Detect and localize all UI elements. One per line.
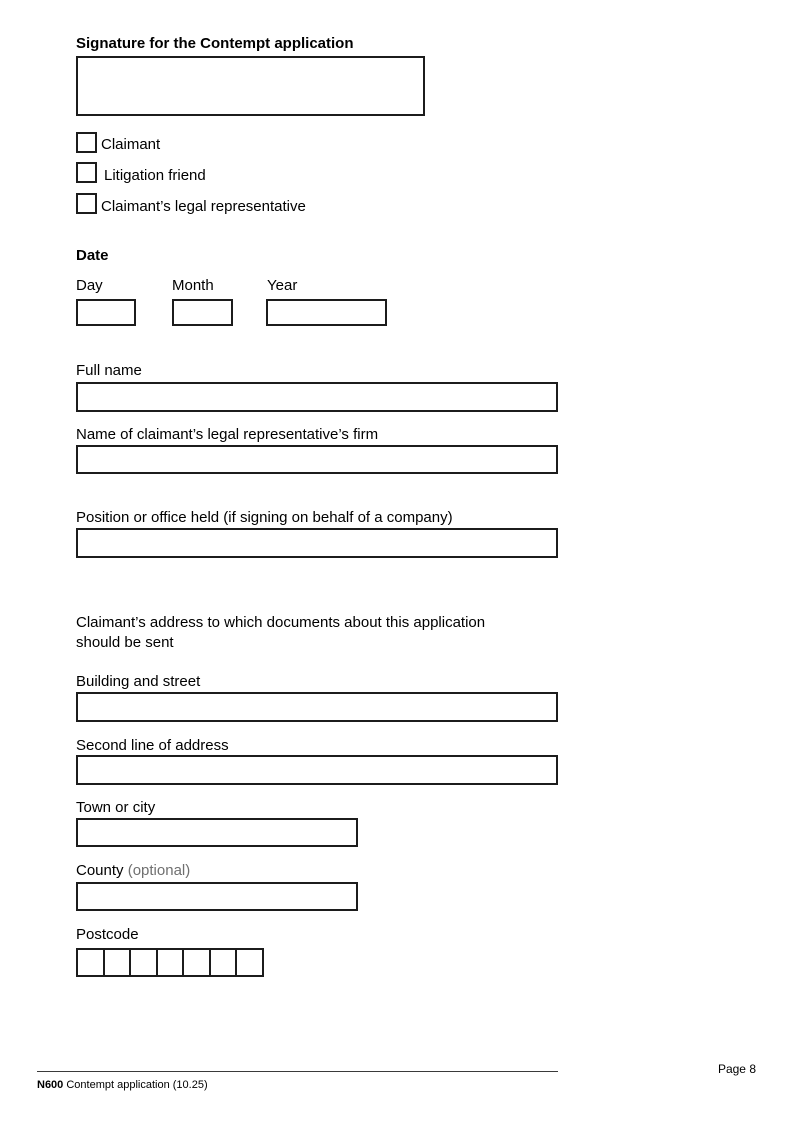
signature-section-heading: Signature for the Contempt application <box>76 35 354 52</box>
full-name-input-box[interactable] <box>76 382 558 412</box>
postcode-cell[interactable] <box>182 948 211 977</box>
footer-form-title: Contempt application (10.25) <box>66 1079 208 1091</box>
date-section-heading: Date <box>76 247 109 264</box>
day-label: Day <box>76 277 103 294</box>
legal-representative-checkbox-label: Claimant’s legal representative <box>101 198 306 215</box>
position-label: Position or office held (if signing on behalf of a company) <box>76 509 453 526</box>
claimant-checkbox-label: Claimant <box>101 136 161 153</box>
building-street-input-box[interactable] <box>76 692 558 722</box>
postcode-cell[interactable] <box>129 948 158 977</box>
second-line-label: Second line of address <box>76 737 229 754</box>
postcode-cell[interactable] <box>156 948 185 977</box>
claimant-checkbox[interactable] <box>76 132 97 153</box>
full-name-label: Full name <box>76 362 142 379</box>
day-input-box[interactable] <box>76 299 136 326</box>
postcode-cell[interactable] <box>235 948 264 977</box>
signature-input-box[interactable] <box>76 56 425 116</box>
county-input-box[interactable] <box>76 882 358 911</box>
year-label: Year <box>267 277 298 294</box>
postcode-cell[interactable] <box>209 948 238 977</box>
town-city-input-box[interactable] <box>76 818 358 847</box>
litigation-friend-checkbox[interactable] <box>76 162 97 183</box>
postcode-cell[interactable] <box>76 948 105 977</box>
footer-form-code: N600 <box>37 1079 64 1091</box>
county-label-text: County <box>76 862 124 879</box>
footer-form-id <box>37 1079 208 1092</box>
building-street-label: Building and street <box>76 673 201 690</box>
month-label: Month <box>172 277 214 294</box>
postcode-input-boxes <box>76 948 264 977</box>
second-line-input-box[interactable] <box>76 755 558 785</box>
firm-name-input-box[interactable] <box>76 445 558 474</box>
footer-divider <box>37 1071 558 1072</box>
postcode-label: Postcode <box>76 926 139 943</box>
county-label <box>76 862 190 880</box>
address-section-heading: Claimant’s address to which documents about this application should be sent <box>76 614 486 651</box>
year-input-box[interactable] <box>266 299 387 326</box>
month-input-box[interactable] <box>172 299 233 326</box>
legal-representative-checkbox[interactable] <box>76 193 97 214</box>
county-optional-label: (optional) <box>127 862 191 879</box>
litigation-friend-checkbox-label: Litigation friend <box>104 167 206 184</box>
page-number: Page 8 <box>717 1062 756 1076</box>
postcode-cell[interactable] <box>103 948 132 977</box>
firm-name-label: Name of claimant’s legal representative’s firm <box>76 426 379 443</box>
position-input-box[interactable] <box>76 528 558 558</box>
town-city-label: Town or city <box>76 799 156 816</box>
